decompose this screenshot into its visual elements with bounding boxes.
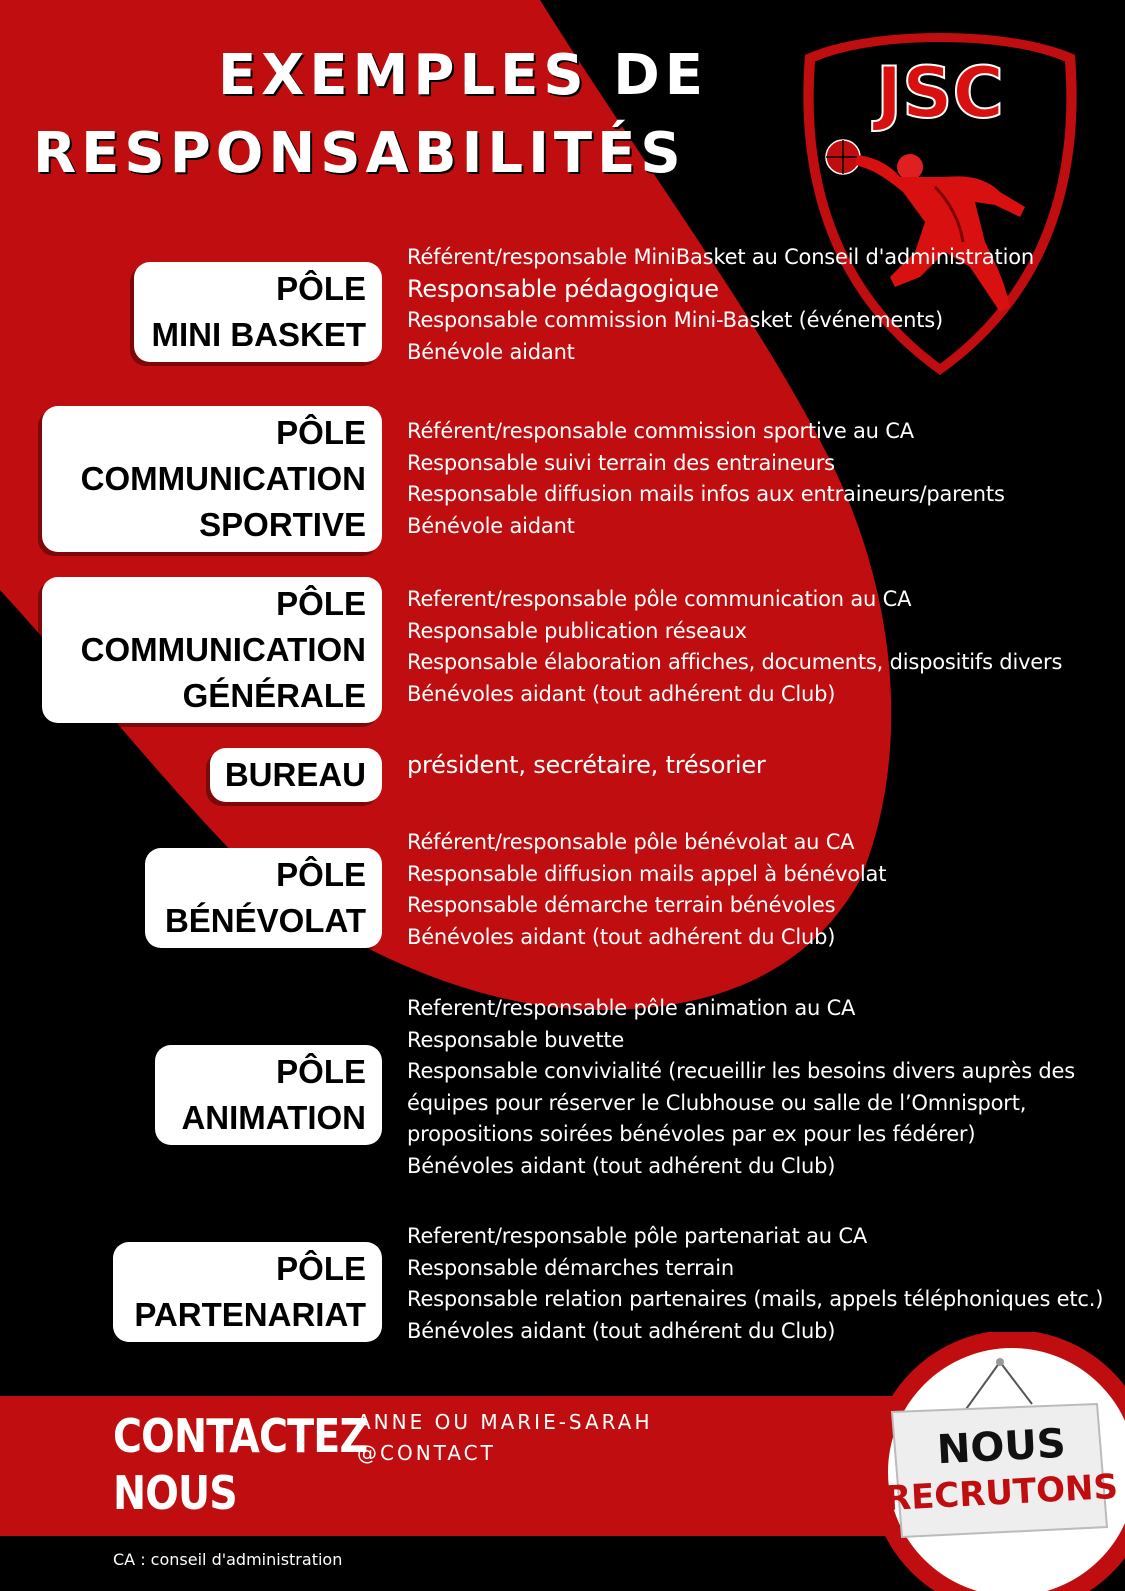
resp-item: Responsable démarche terrain bénévoles [407, 893, 836, 917]
contact-heading-line: NOUS [113, 1466, 237, 1520]
pole-label-line: PÔLE [276, 270, 366, 307]
resp-list-animation [407, 993, 1075, 1182]
resp-item: Responsable démarches terrain [407, 1255, 734, 1280]
badge-line-1: NOUS [935, 1420, 1067, 1474]
resp-item: Référent/responsable pôle bénévolat au CA [407, 830, 855, 854]
resp-item: Bénévole aidant [407, 339, 575, 364]
pole-label-line: PÔLE [276, 585, 366, 622]
resp-item: Bénévole aidant [407, 513, 575, 538]
pole-label-line: SPORTIVE [199, 506, 366, 543]
resp-item: propositions soirées bénévoles par ex pour les fédérer) [407, 1122, 976, 1146]
pole-label-line: PARTENARIAT [134, 1296, 366, 1333]
resp-list-bureau [407, 750, 766, 782]
resp-item: Referent/responsable pôle animation au CA [407, 996, 856, 1020]
title-line-1: EXEMPLES DE [218, 43, 708, 108]
resp-item: président, secrétaire, trésorier [407, 751, 766, 779]
pole-label-partenariat [113, 1242, 382, 1342]
pole-label-benevolat [145, 848, 382, 948]
resp-item: Responsable suivi terrain des entraineurs [407, 450, 835, 475]
pole-label-communication-generale [42, 577, 382, 723]
contact-heading-line: CONTACTEZ [113, 1409, 368, 1463]
logo-text: JSC [876, 52, 1004, 134]
contact-heading [113, 1408, 367, 1522]
contact-names: ANNE OU MARIE-SARAH [357, 1410, 653, 1434]
pole-label-bureau [210, 748, 382, 802]
pole-label-line: BUREAU [224, 756, 366, 793]
pole-label-line: COMMUNICATION [80, 631, 366, 668]
resp-list-mini-basket [407, 242, 1034, 368]
pole-label-mini-basket [134, 262, 382, 362]
resp-item: équipes pour réserver le Clubhouse ou salle de l’Omnisport, [407, 1090, 1027, 1115]
pole-label-line: PÔLE [276, 414, 366, 451]
pole-label-communication-sportive [42, 406, 382, 552]
contact-info [357, 1407, 652, 1469]
pole-label-line: PÔLE [276, 1053, 366, 1090]
pole-label-line: ANIMATION [181, 1099, 366, 1136]
resp-item: Referent/responsable pôle communication au CA [407, 587, 912, 611]
pole-label-line: BÉNÉVOLAT [164, 902, 366, 939]
pole-label-line: MINI BASKET [151, 316, 366, 353]
resp-item: Referent/responsable pôle partenariat au CA [407, 1224, 867, 1248]
pole-label-line: PÔLE [276, 856, 366, 893]
resp-list-benevolat [407, 827, 886, 953]
footnote: CA : conseil d'administration [113, 1550, 343, 1569]
resp-list-partenariat [407, 1221, 1103, 1347]
resp-item: Responsable buvette [407, 1027, 625, 1052]
pole-label-line: COMMUNICATION [80, 460, 366, 497]
resp-item: Responsable élaboration affiches, documents, dispositifs divers [407, 650, 1063, 674]
badge-line-2: RECRUTONS [883, 1466, 1119, 1520]
resp-item: Référent/responsable MiniBasket au Conseil d'administration [407, 245, 1034, 269]
resp-item: Référent/responsable commission sportive au CA [407, 419, 914, 443]
resp-item: Responsable diffusion mails infos aux entraineurs/parents [407, 482, 1005, 506]
pole-label-animation [155, 1045, 382, 1145]
resp-item: Responsable publication réseaux [407, 618, 747, 643]
resp-item: Responsable relation partenaires (mails, appels téléphoniques etc.) [407, 1287, 1104, 1311]
resp-item: Bénévoles aidant (tout adhérent du Club) [407, 1153, 836, 1178]
resp-item: Bénévoles aidant (tout adhérent du Club) [407, 1318, 836, 1343]
resp-item: Responsable convivialité (recueillir les besoins divers auprès des [407, 1059, 1076, 1083]
resp-item: Responsable commission Mini-Basket (événements) [407, 308, 943, 332]
pole-label-line: PÔLE [276, 1250, 366, 1287]
resp-item: Bénévoles aidant (tout adhérent du Club) [407, 681, 836, 706]
resp-list-communication-generale [407, 584, 1062, 710]
resp-item: Responsable pédagogique [407, 274, 719, 303]
recruiting-badge [872, 1332, 1125, 1591]
pole-label-line: GÉNÉRALE [182, 677, 366, 714]
contact-handle[interactable]: @CONTACT [357, 1441, 496, 1465]
resp-item: Responsable diffusion mails appel à bénévolat [407, 861, 887, 886]
title-line-2: RESPONSABILITÉS [33, 121, 686, 186]
resp-list-communication-sportive [407, 416, 1005, 542]
resp-item: Bénévoles aidant (tout adhérent du Club) [407, 924, 836, 949]
